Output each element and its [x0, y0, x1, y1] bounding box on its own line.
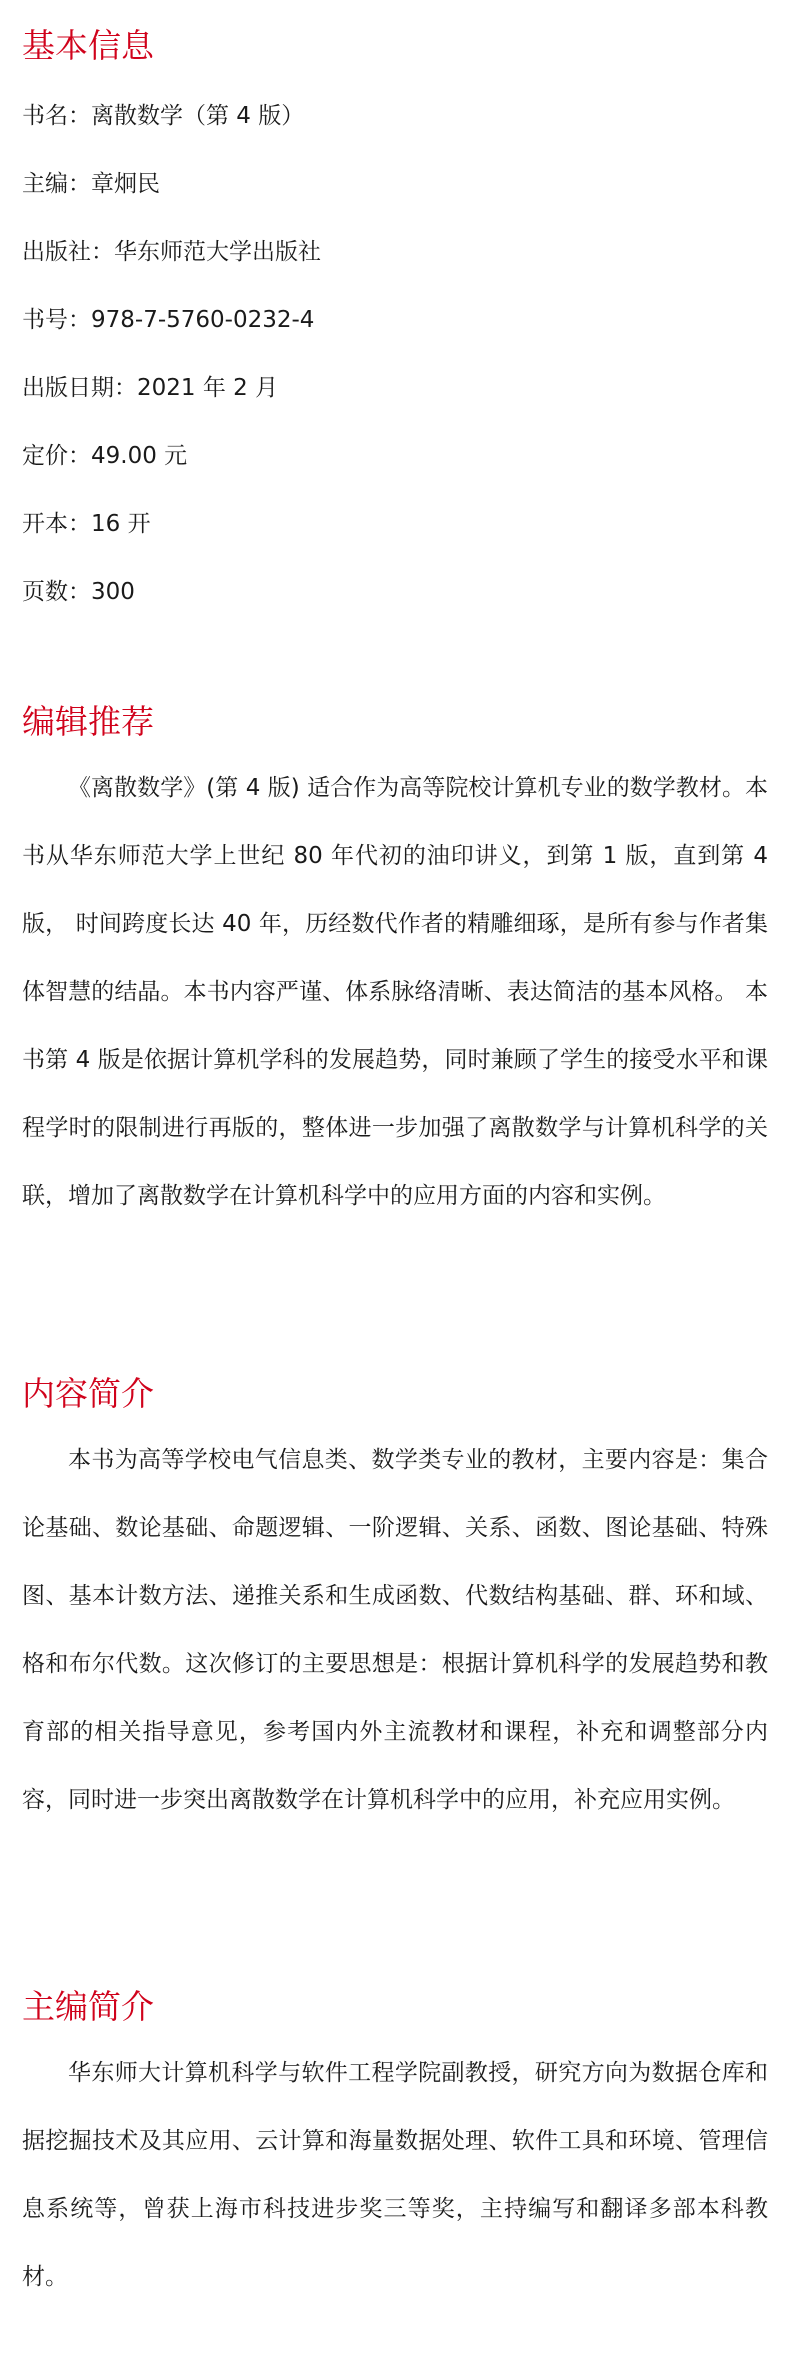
info-label: 开本：: [22, 511, 91, 537]
info-label: 主编：: [22, 171, 91, 197]
editor-intro-text: 华东师大计算机科学与软件工程学院副教授，研究方向为数据仓库和据挖掘技术及其应用、云计算和海量数据处理、软件工具和环境、管理信息系统等，曾获上海市科技进步奖三等奖，主持编写和翻译多部本科教材。: [22, 2060, 768, 2290]
book-title-value: 离散数学（第 4 版）: [91, 103, 305, 129]
format-value: 16 开: [91, 511, 151, 537]
editor-recommendation-text: 《离散数学》(第 4 版) 适合作为高等院校计算机专业的数学教材。本书从华东师范大学上世纪 80 年代初的油印讲义，到第 1 版，直到第 4 版， 时间跨度长达 40 年，历经数代作者的精雕细琢，是所有参与作者集体智慧的结晶。本书内容严谨、体系脉络清晰、表达简洁的基本风格。 本书第 4 版是依据计算机学科的发展趋势，同时兼顾了学生的接受水平和课程学时的限制进行再版的，整体进一步加强了离散数学与计算机科学的关联，增加了离散数学在计算机科学中的应用方面的内容和实例。: [22, 775, 768, 1209]
content-intro-section: [22, 1372, 768, 1834]
editor-value: 章炯民: [91, 171, 160, 197]
publisher-row: [22, 218, 768, 286]
publisher-value: 华东师范大学出版社: [114, 239, 321, 265]
book-title-row: [22, 82, 768, 150]
pages-row: [22, 558, 768, 626]
price-row: [22, 422, 768, 490]
info-label: 页数：: [22, 579, 91, 605]
info-label: 书名：: [22, 103, 91, 129]
editor-recommendation-heading: 编辑推荐: [22, 702, 154, 741]
editor-row: [22, 150, 768, 218]
pages-value: 300: [91, 579, 135, 605]
price-value: 49.00 元: [91, 443, 188, 469]
basic-info-section: [22, 24, 768, 626]
editor-intro-section: [22, 1985, 768, 2311]
isbn-value: 978-7-5760-0232-4: [91, 307, 315, 333]
basic-info-heading: 基本信息: [22, 26, 154, 65]
editor-recommendation-section: [22, 700, 768, 1230]
format-row: [22, 490, 768, 558]
info-label: 书号：: [22, 307, 91, 333]
info-label: 定价：: [22, 443, 91, 469]
content-intro-text: 本书为高等学校电气信息类、数学类专业的教材，主要内容是：集合论基础、数论基础、命题逻辑、一阶逻辑、关系、函数、图论基础、特殊图、基本计数方法、递推关系和生成函数、代数结构基础、群、环和域、格和布尔代数。这次修订的主要思想是：根据计算机科学的发展趋势和教育部的相关指导意见，参考国内外主流教材和课程，补充和调整部分内容，同时进一步突出离散数学在计算机科学中的应用，补充应用实例。: [22, 1447, 768, 1813]
info-label: 出版日期：: [22, 375, 137, 401]
content-intro-heading: 内容简介: [22, 1374, 154, 1413]
info-label: 出版社：: [22, 239, 114, 265]
editor-intro-heading: 主编简介: [22, 1987, 154, 2026]
isbn-row: [22, 286, 768, 354]
publish-date-row: [22, 354, 768, 422]
publish-date-value: 2021 年 2 月: [137, 375, 279, 401]
